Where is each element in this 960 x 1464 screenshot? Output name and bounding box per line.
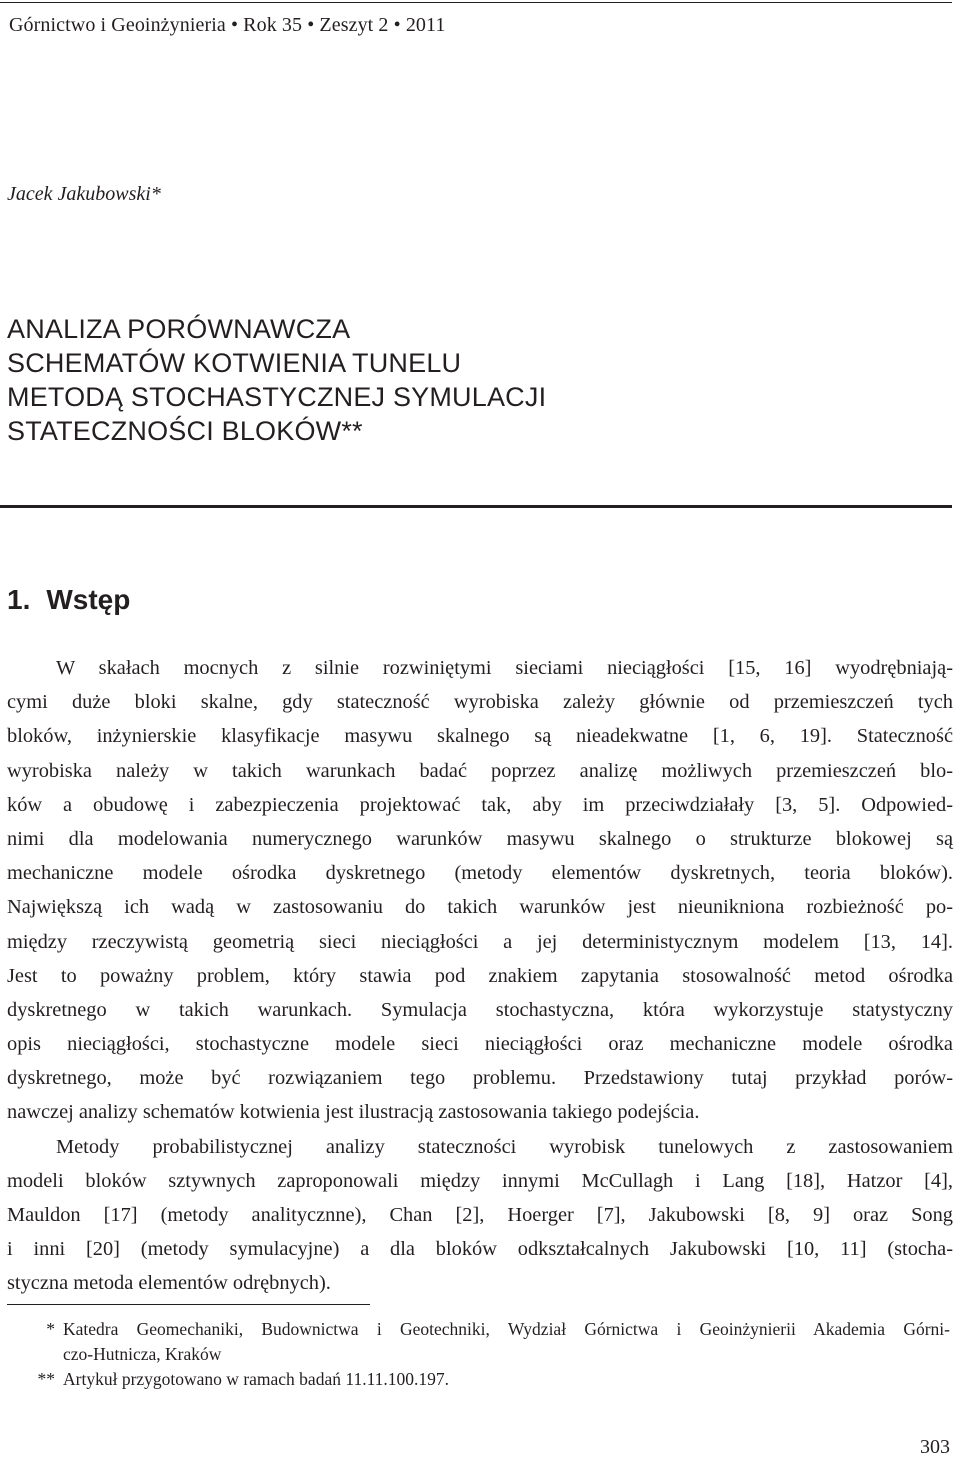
title-line: ANALIZA PORÓWNAWCZA (7, 314, 351, 344)
title-line: METODĄ STOCHASTYCZNEJ SYMULACJI (7, 382, 547, 412)
body-line: między rzeczywistą geometrią sieci nieciągłości a jej deterministycznym modelem [13, 14]. (7, 930, 953, 953)
body-line: nawczej analizy schematów kotwienia jest ilustracją zastosowania takiego podejścia. (7, 1101, 700, 1124)
page-number: 303 (920, 1436, 950, 1458)
footnote-line: Katedra Geomechaniki, Budownictwa i Geotechniki, Wydział Górnictwa i Geoinżynierii Akademia Górni- (63, 1319, 950, 1339)
title-line: SCHEMATÓW KOTWIENIA TUNELU (7, 348, 462, 378)
body-line: Metody probabilistycznej analizy stateczności wyrobisk tunelowych z zastosowaniem (56, 1135, 953, 1158)
body-line: W skałach mocnych z silnie rozwiniętymi sieciami nieciągłości [15, 16] wyodrębniają- (56, 657, 953, 679)
footnote (0, 1317, 950, 1367)
body-text (7, 651, 953, 1301)
body-line: ków a obudowę i zabezpieczenia projektować tak, aby im przeciwdziałały [3, 5]. Odpowied- (7, 793, 953, 816)
title-separator-rule (0, 505, 952, 508)
journal-header: Górnictwo i Geoinżynieria • Rok 35 • Zeszyt 2 • 2011 (9, 14, 446, 36)
footnote-line: Artykuł przygotowano w ramach badań 11.11.100.197. (63, 1369, 450, 1389)
body-line: bloków, inżynierskie klasyfikacje masywu skalnego są nieadekwatne [1, 6, 19]. Stateczność (7, 725, 953, 748)
body-line: Jest to poważny problem, który stawia pod znakiem zapytania stosowalność metod ośrodka (7, 964, 953, 987)
body-line: Mauldon [17] (metody analitycznne), Chan [2], Hoerger [7], Jakubowski [8, 9] oraz Song (7, 1204, 953, 1226)
footnote (0, 1367, 950, 1392)
article-title (7, 312, 546, 448)
footnote-mark: * (46, 1319, 55, 1339)
footnote-line: czo-Hutnicza, Kraków (63, 1344, 222, 1364)
body-line: styczna metoda elementów odrębnych). (7, 1272, 331, 1295)
body-line: nimi dla modelowania numerycznego warunków masywu skalnego o strukturze blokowej są (7, 827, 953, 850)
section-title: Wstęp (46, 584, 131, 615)
section-heading (7, 584, 130, 616)
body-line: wyrobiska należy w takich warunkach badać poprzez analizę możliwych przemieszczeń blo- (7, 759, 953, 782)
body-line: mechaniczne modele ośrodka dyskretnego (metody elementów dyskretnych, teoria bloków). (7, 862, 953, 885)
body-line: cymi duże bloki skalne, gdy stateczność wyrobiska zależy głównie od przemieszczeń tych (7, 691, 953, 714)
body-line: dyskretnego w takich warunkach. Symulacja stochastyczna, która wykorzystuje statystyczny (7, 998, 953, 1021)
footnotes (0, 1317, 950, 1392)
author-name: Jacek Jakubowski* (7, 183, 161, 205)
body-line: i inni [20] (metody symulacyjne) a dla bloków odkształcalnych Jakubowski [10, 11] (stocha- (7, 1238, 953, 1261)
section-number: 1. (7, 584, 31, 615)
footnote-rule (7, 1304, 370, 1305)
body-line: opis nieciągłości, stochastyczne modele sieci nieciągłości oraz mechaniczne modele ośrodka (7, 1033, 953, 1056)
body-line: modeli bloków sztywnych zaproponowali między innymi McCullagh i Lang [18], Hatzor [4], (7, 1169, 953, 1192)
header-rule (0, 2, 952, 3)
title-line: STATECZNOŚCI BLOKÓW** (7, 416, 363, 446)
body-line: dyskretnego, może być rozwiązaniem tego problemu. Przedstawiony tutaj przykład porów- (7, 1067, 953, 1090)
body-line: Największą ich wadą w zastosowaniu do takich warunków jest nieunikniona rozbieżność po- (7, 896, 953, 919)
footnote-mark: ** (37, 1369, 55, 1389)
